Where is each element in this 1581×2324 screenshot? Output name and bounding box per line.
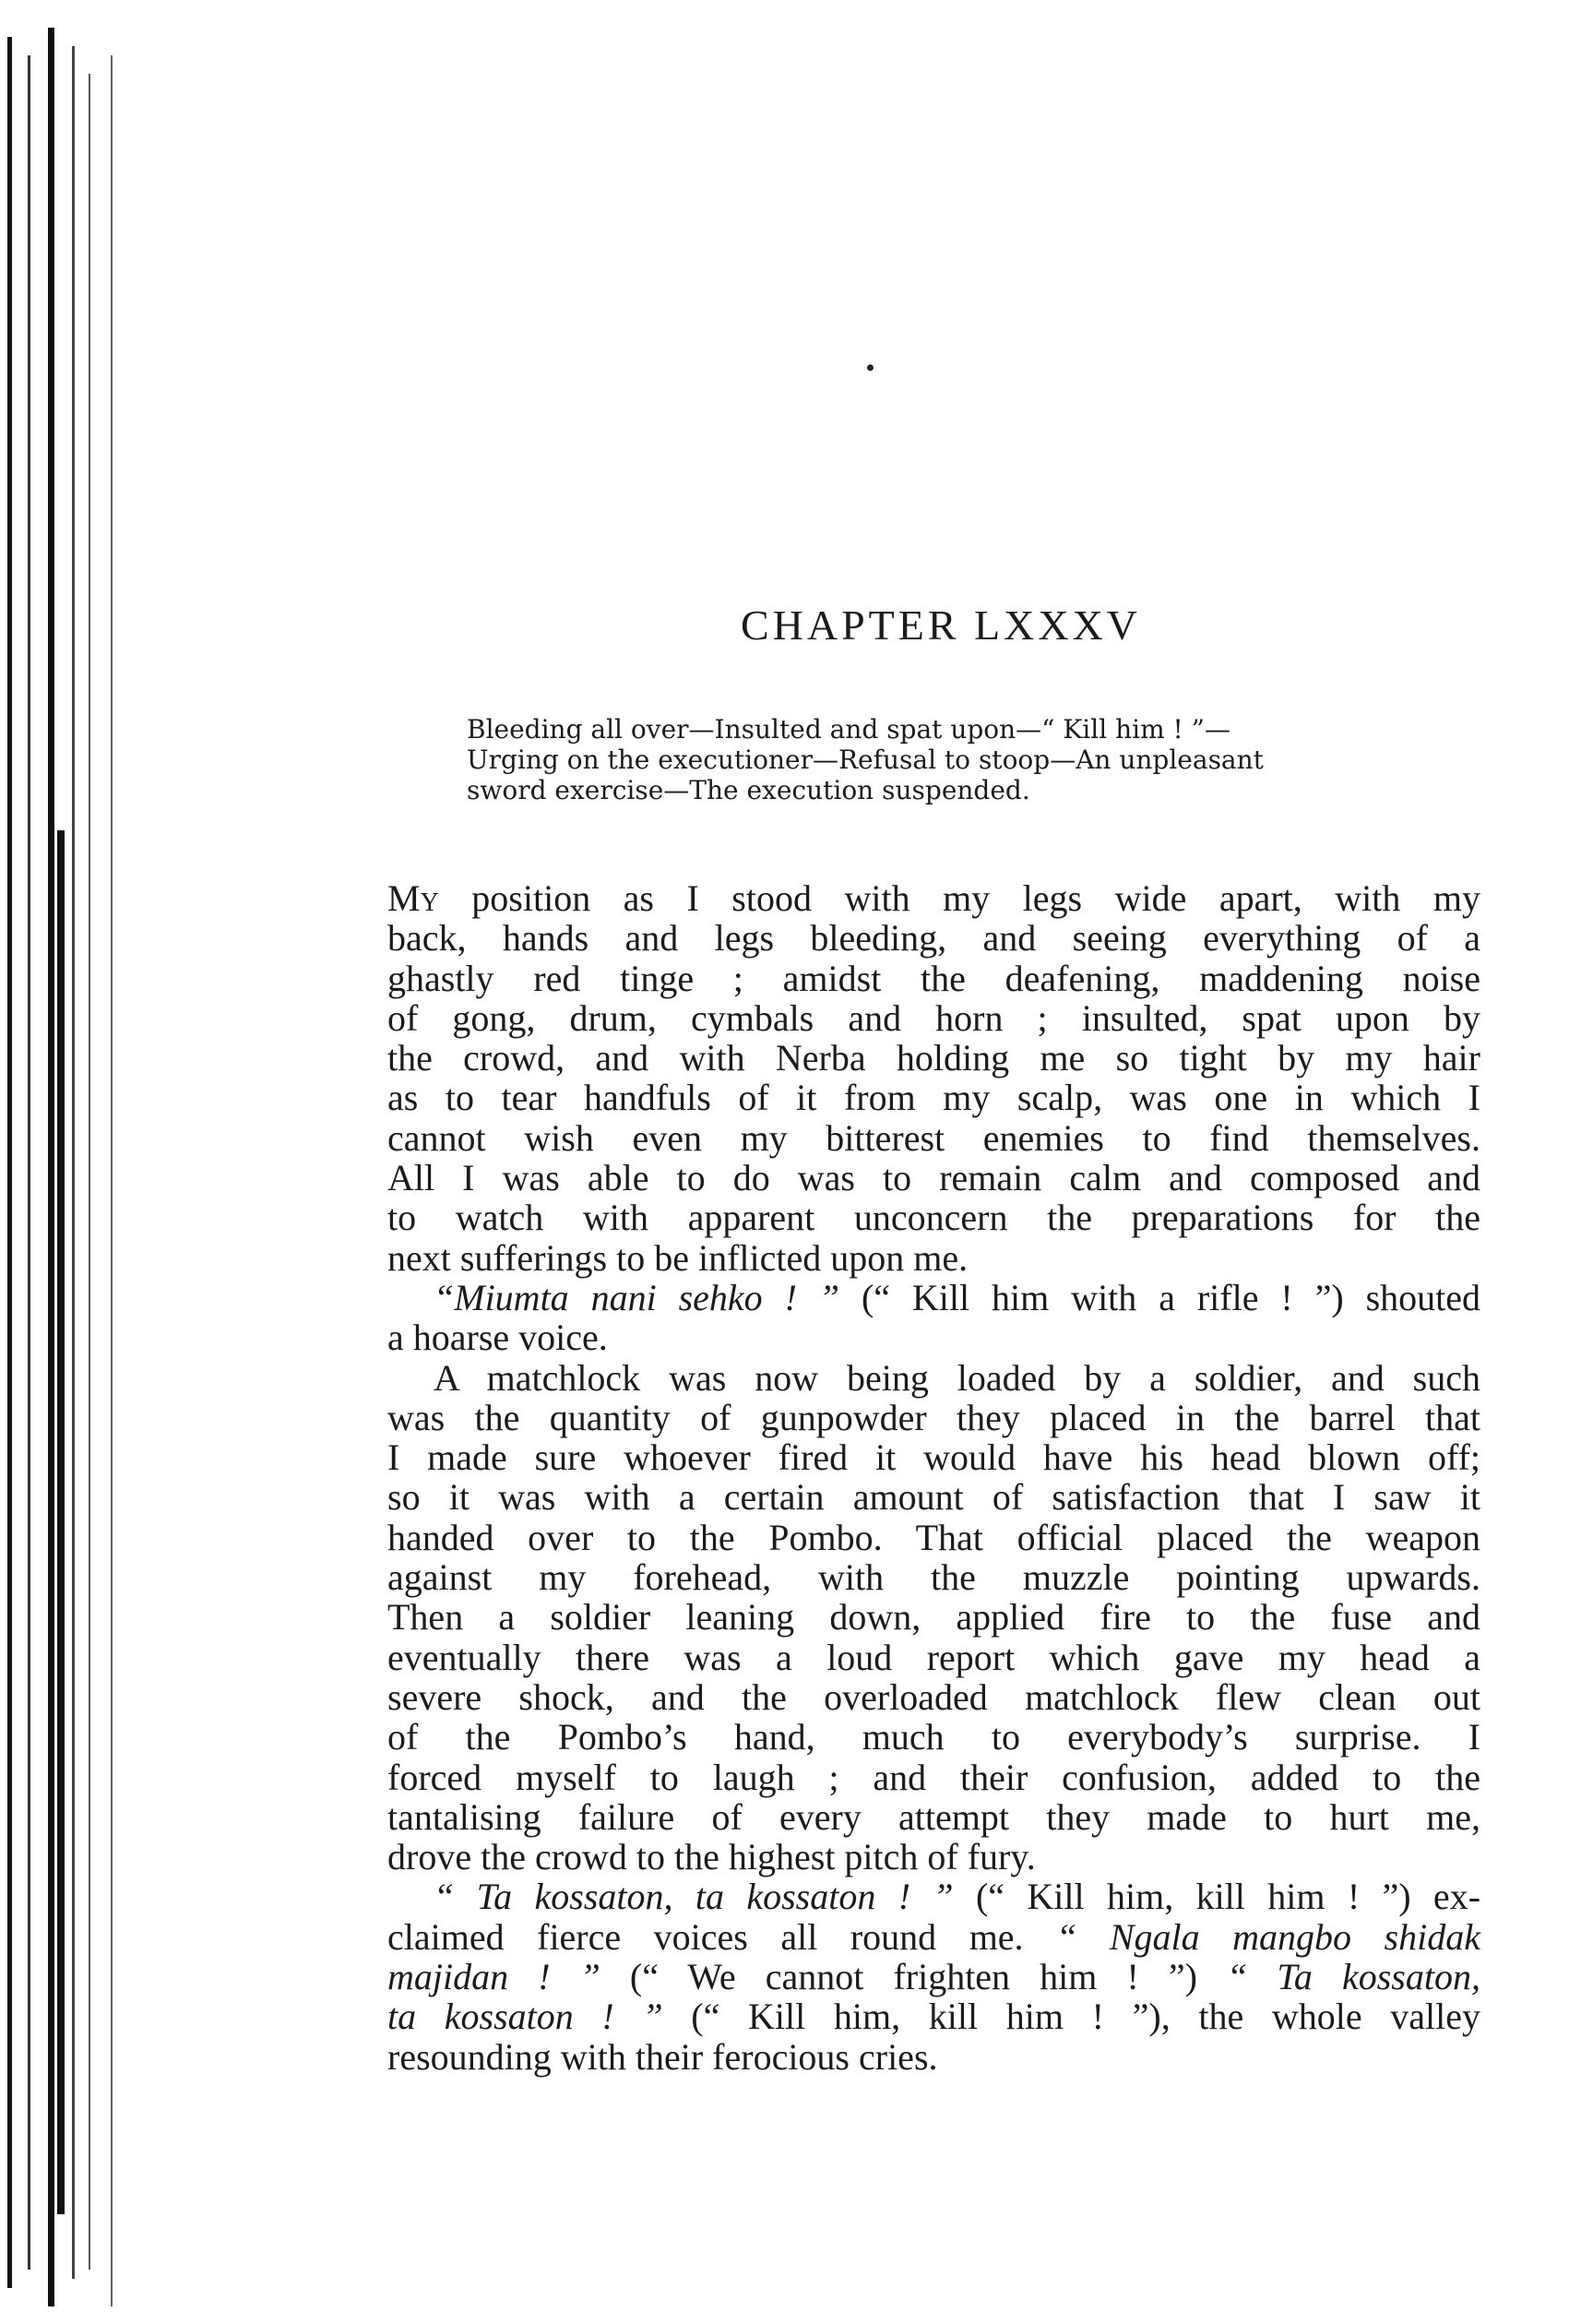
text-line: eventually there was a loud report which gave my head a: [387, 1636, 1480, 1678]
foreign-phrase: majidan ! ”: [387, 1956, 600, 1998]
text-line: to watch with apparent unconcern the preparations for the: [387, 1197, 1480, 1239]
drop-word: My: [387, 877, 439, 919]
text-line: [387, 1996, 1480, 2036]
text-segment: (“ Kill him, kill him ! ”), the whole valley: [662, 1996, 1480, 2038]
foreign-phrase: “ Ta kossaton, ta kossaton ! ”: [434, 1876, 954, 1918]
text-line: A matchlock was now being loaded by a soldier, and such: [434, 1356, 1480, 1399]
foreign-phrase: ta kossaton ! ”: [387, 1996, 663, 2038]
text-line: cannot wish even my bitterest enemies to find themselves.: [387, 1116, 1480, 1159]
text-segment: position as I stood with my legs wide apart, with my: [438, 877, 1480, 919]
text-line: forced myself to laugh ; and their confusion, added to the: [387, 1756, 1480, 1798]
text-line: severe shock, and the overloaded matchlock flew clean out: [387, 1675, 1480, 1718]
synopsis-line: Bleeding all over—Insulted and spat upon—“ Kill him ! ”—: [467, 714, 1230, 745]
text-line: tantalising failure of every attempt they made to hurt me,: [387, 1795, 1480, 1838]
text-line: All I was able to do was to remain calm and composed and: [387, 1157, 1480, 1199]
chapter-heading: CHAPTER LXXXV: [740, 602, 1142, 649]
text-line: was the quantity of gunpowder they placed in the barrel that: [387, 1396, 1480, 1438]
text-line: drove the crowd to the highest pitch of fury.: [387, 1836, 1036, 1878]
text-segment: (“ We cannot frighten him ! ”): [600, 1956, 1227, 1998]
text-segment: (“ Kill him, kill him ! ”) ex-: [953, 1876, 1481, 1918]
foreign-phrase: “ Ta kossaton,: [1227, 1956, 1480, 1998]
chapter-synopsis: [467, 714, 1417, 805]
body-text: [387, 878, 1480, 2077]
text-line: as to tear handfuls of it from my scalp, was one in which I: [387, 1077, 1480, 1119]
text-line: handed over to the Pombo. That official placed the weapon: [387, 1516, 1480, 1558]
text-line: [387, 878, 1480, 918]
synopsis-line: sword exercise—The execution suspended.: [467, 775, 1030, 805]
text-line: ghastly red tinge ; amidst the deafening, maddening noise: [387, 957, 1480, 999]
text-line: back, hands and legs bleeding, and seeing everything of a: [387, 917, 1480, 959]
text-line: [387, 1278, 1480, 1317]
text-line: of the Pombo’s hand, much to everybody’s surprise. I: [387, 1716, 1480, 1758]
text-line: Then a soldier leaning down, applied fire to the fuse and: [387, 1596, 1480, 1639]
synopsis-line: Urging on the executioner—Refusal to stoop—An unpleasant: [467, 745, 1264, 775]
text-line: next sufferings to be inflicted upon me.: [387, 1236, 969, 1279]
foreign-phrase: “Miumta nani sehko ! ”: [434, 1276, 840, 1318]
text-line: resounding with their ferocious cries.: [387, 2035, 938, 2078]
text-line: against my forehead, with the muzzle pointing upwards.: [387, 1556, 1480, 1599]
binding-edge: [0, 0, 129, 2324]
text-line: [387, 1917, 1480, 1957]
text-line: a hoarse voice.: [387, 1317, 608, 1359]
text-line: [387, 1877, 1480, 1916]
text-line: so it was with a certain amount of satisfaction that I saw it: [387, 1476, 1480, 1519]
text-line: [387, 1957, 1480, 1996]
text-line: the crowd, and with Nerba holding me so tight by my hair: [387, 1037, 1480, 1079]
text-segment: (“ Kill him with a rifle ! ”) shouted: [839, 1276, 1481, 1318]
text-line: of gong, drum, cymbals and horn ; insulted, spat upon by: [387, 996, 1480, 1039]
text-segment: claimed fierce voices all round me.: [387, 1915, 1057, 1958]
foreign-phrase: “ Ngala mangbo shidak: [1056, 1915, 1480, 1958]
text-line: I made sure whoever fired it would have his head blown off;: [387, 1436, 1480, 1479]
print-speck: [867, 364, 874, 371]
